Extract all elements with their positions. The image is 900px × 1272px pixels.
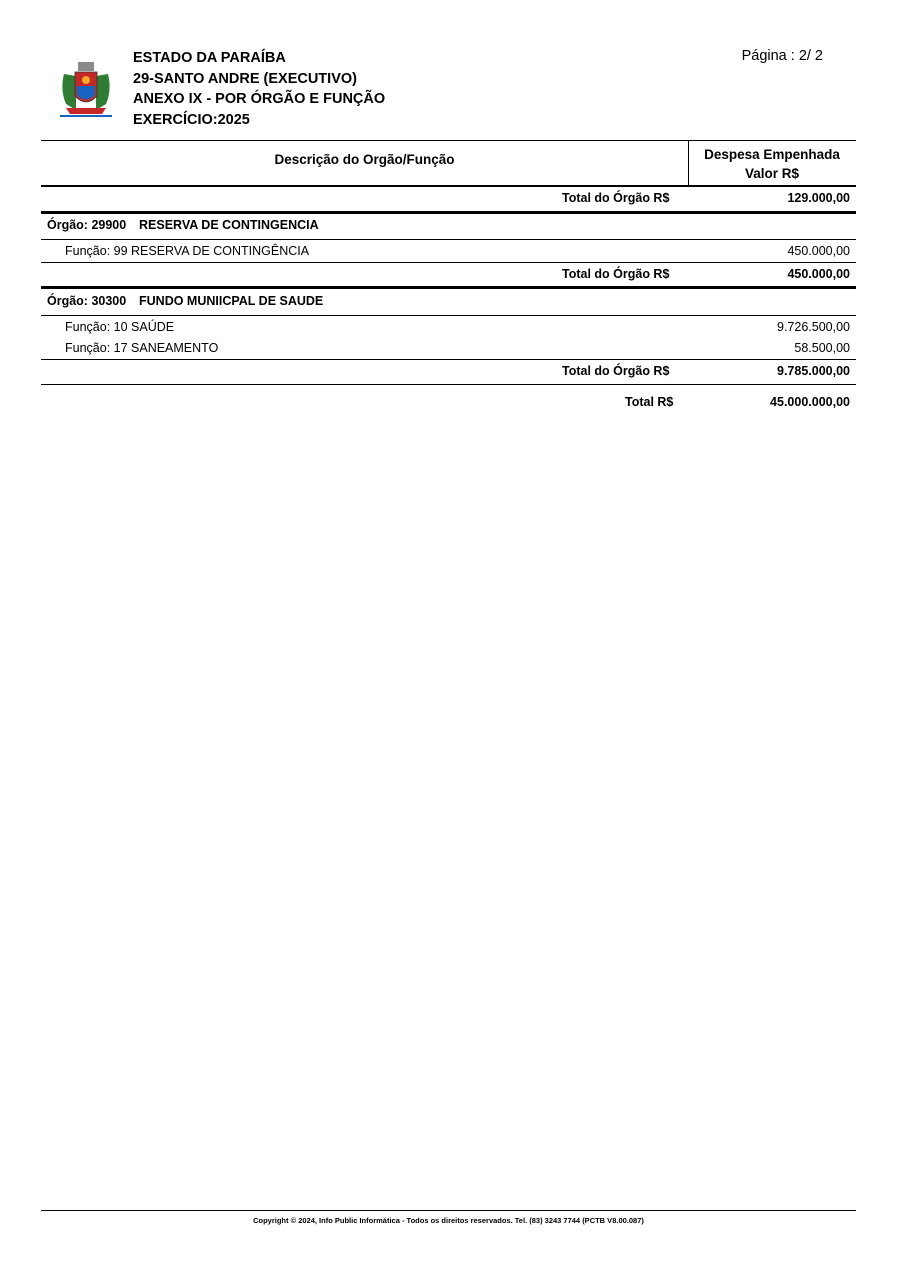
total-value: 129.000,00 [787, 191, 850, 205]
organ-header-row [41, 216, 856, 234]
column-header-value-line2: Valor R$ [744, 166, 800, 181]
function-row [41, 242, 856, 260]
report-header [133, 48, 385, 130]
column-header-value [688, 145, 856, 183]
function-value: 58.500,00 [794, 341, 850, 355]
divider [41, 239, 856, 240]
function-row [41, 339, 856, 357]
organ-header-row [41, 292, 856, 310]
column-header-description: Descrição do Orgão/Função [274, 152, 455, 167]
function-row [41, 318, 856, 336]
function-label: Função: 99 RESERVA DE CONTINGÊNCIA [65, 244, 310, 258]
total-value: 450.000,00 [787, 267, 850, 281]
footer-divider [41, 1210, 856, 1211]
divider [41, 315, 856, 316]
paraiba-coat-of-arms-icon [56, 60, 116, 118]
total-row [41, 362, 856, 380]
column-header-value-line1: Despesa Empenhada [704, 147, 840, 162]
state-title: ESTADO DA PARAÍBA [133, 50, 286, 66]
copyright-footer: Copyright © 2024, Info Public Informática - Todos os direitos reservados. Tel. (83) 3243 7744 (PCTB V8.00.087) [253, 1216, 644, 1225]
total-row [41, 265, 856, 283]
annex-title: ANEXO IX - POR ÓRGÃO E FUNÇÃO [133, 91, 386, 107]
grand-total-row [41, 393, 856, 411]
organ-code: Órgão: 30300 [47, 294, 127, 308]
function-label: Função: 17 SANEAMENTO [65, 341, 219, 355]
grand-total-value: 45.000.000,00 [770, 395, 850, 409]
grand-total-label: Total R$ [625, 395, 674, 409]
total-label: Total do Órgão R$ [562, 191, 670, 205]
function-value: 450.000,00 [787, 244, 850, 258]
divider [41, 286, 856, 289]
page-number: Página : 2/ 2 [741, 48, 823, 64]
organ-name: FUNDO MUNIICPAL DE SAUDE [139, 294, 324, 308]
divider [41, 359, 856, 360]
year-title: EXERCÍCIO:2025 [133, 111, 250, 128]
total-label: Total do Órgão R$ [562, 364, 670, 378]
divider [41, 140, 856, 141]
divider [41, 185, 856, 187]
organ-name: RESERVA DE CONTINGENCIA [139, 218, 319, 232]
function-label: Função: 10 SAÚDE [65, 320, 175, 334]
total-label: Total do Órgão R$ [562, 267, 670, 281]
organ-code: Órgão: 29900 [47, 218, 127, 232]
divider [41, 211, 856, 214]
divider [41, 384, 856, 385]
divider [41, 262, 856, 263]
function-value: 9.726.500,00 [777, 320, 850, 334]
entity-title: 29-SANTO ANDRE (EXECUTIVO) [133, 70, 357, 87]
total-row [41, 189, 856, 207]
total-value: 9.785.000,00 [777, 364, 850, 378]
